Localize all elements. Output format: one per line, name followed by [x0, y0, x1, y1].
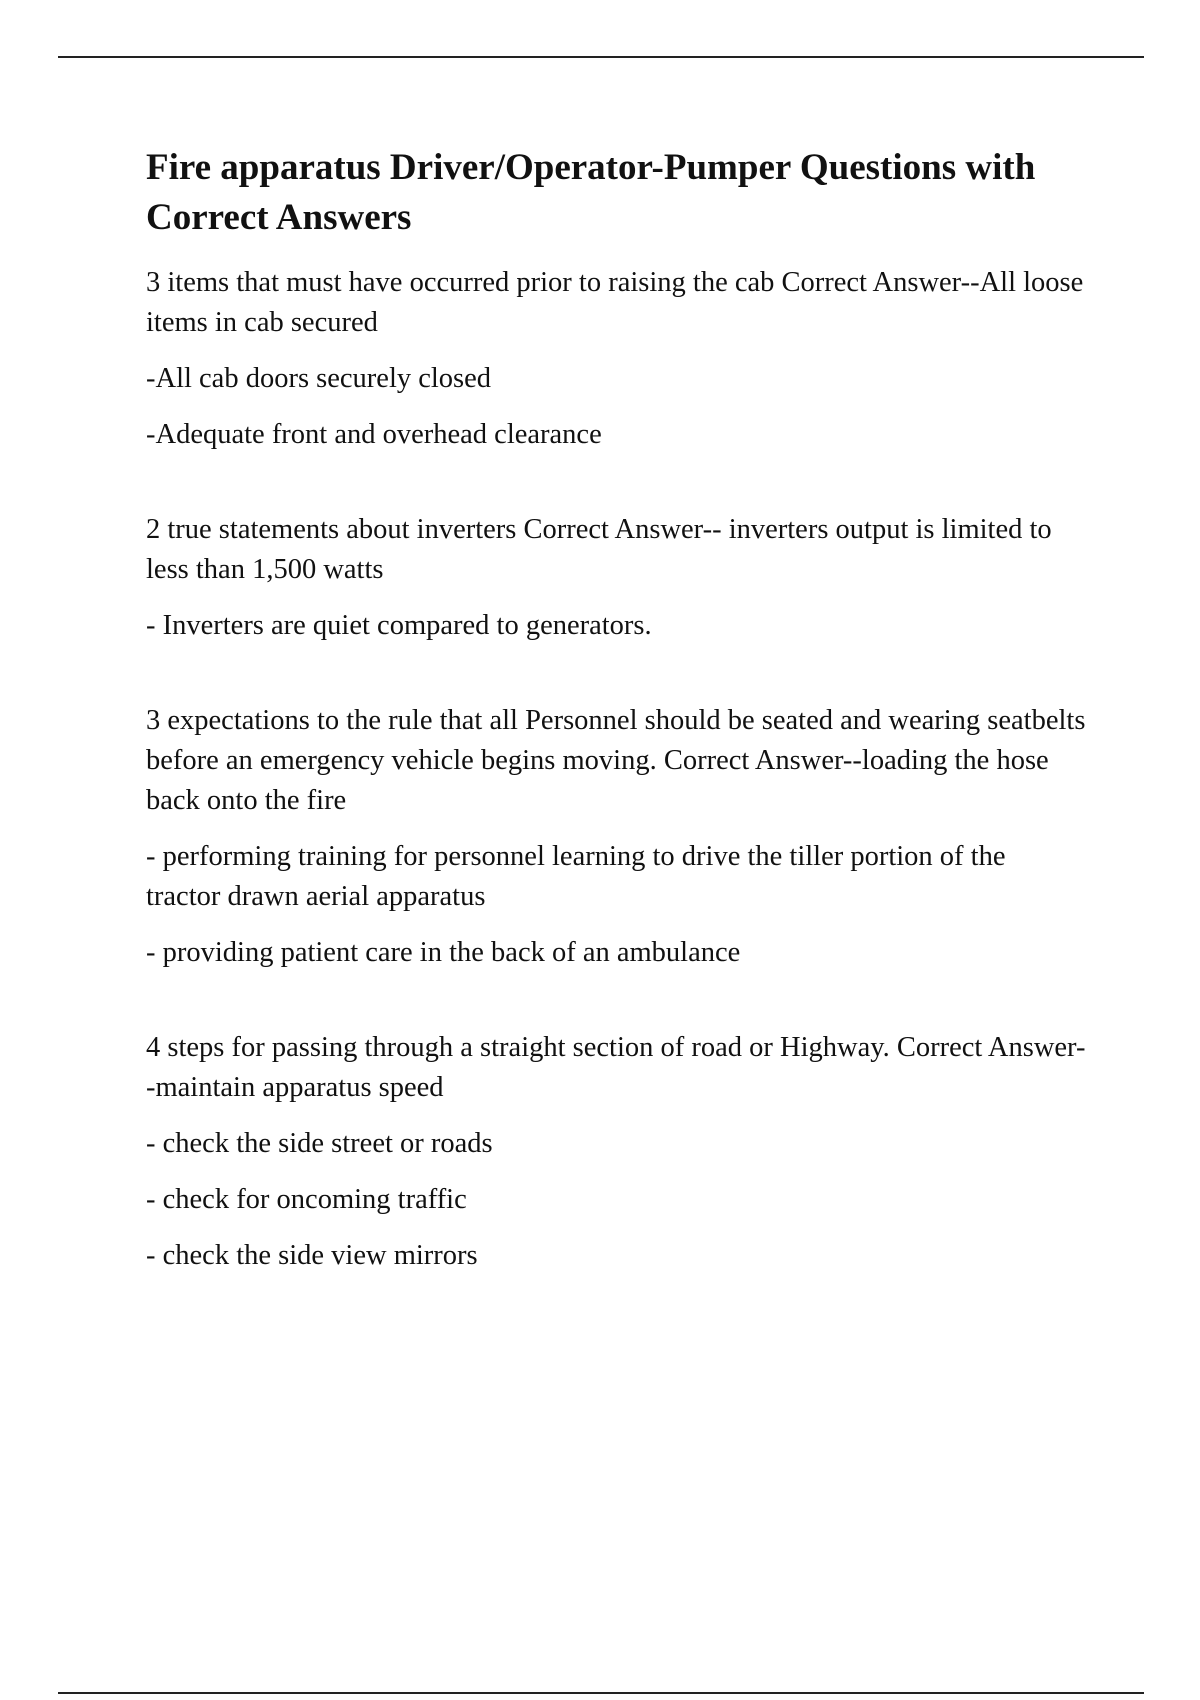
answer-line: - performing training for personnel learning to drive the tiller portion of the tractor drawn aerial apparatus — [146, 841, 1006, 912]
document-title: Fire apparatus Driver/Operator-Pumper Questions with Correct Answers — [146, 147, 1036, 238]
answer-line: - Inverters are quiet compared to generators. — [146, 610, 652, 641]
question-answer-text: 3 expectations to the rule that all Personnel should be seated and wearing seatbelts before an emergency vehicle begins moving. Correct Answer--loading the hose back onto the fire — [146, 705, 1086, 816]
answer-line: -Adequate front and overhead clearance — [146, 419, 602, 450]
qa-item — [146, 263, 1086, 455]
answer-line: - check for oncoming traffic — [146, 1184, 467, 1215]
qa-item — [146, 701, 1086, 973]
question-answer-text: 3 items that must have occurred prior to raising the cab Correct Answer--All loose items in cab secured — [146, 267, 1084, 338]
footer-divider — [58, 1692, 1144, 1694]
qa-item — [146, 1028, 1086, 1276]
question-answer-text: 2 true statements about inverters Correct Answer-- inverters output is limited to less than 1,500 watts — [146, 514, 1052, 585]
document-body — [146, 143, 1086, 1331]
answer-line: - check the side street or roads — [146, 1128, 493, 1159]
answer-line: - check the side view mirrors — [146, 1240, 478, 1271]
question-answer-text: 4 steps for passing through a straight section of road or Highway. Correct Answer--maintain apparatus speed — [146, 1032, 1086, 1103]
answer-line: -All cab doors securely closed — [146, 363, 492, 394]
answer-line: - providing patient care in the back of an ambulance — [146, 937, 741, 968]
header-divider — [58, 56, 1144, 58]
qa-item — [146, 510, 1086, 646]
